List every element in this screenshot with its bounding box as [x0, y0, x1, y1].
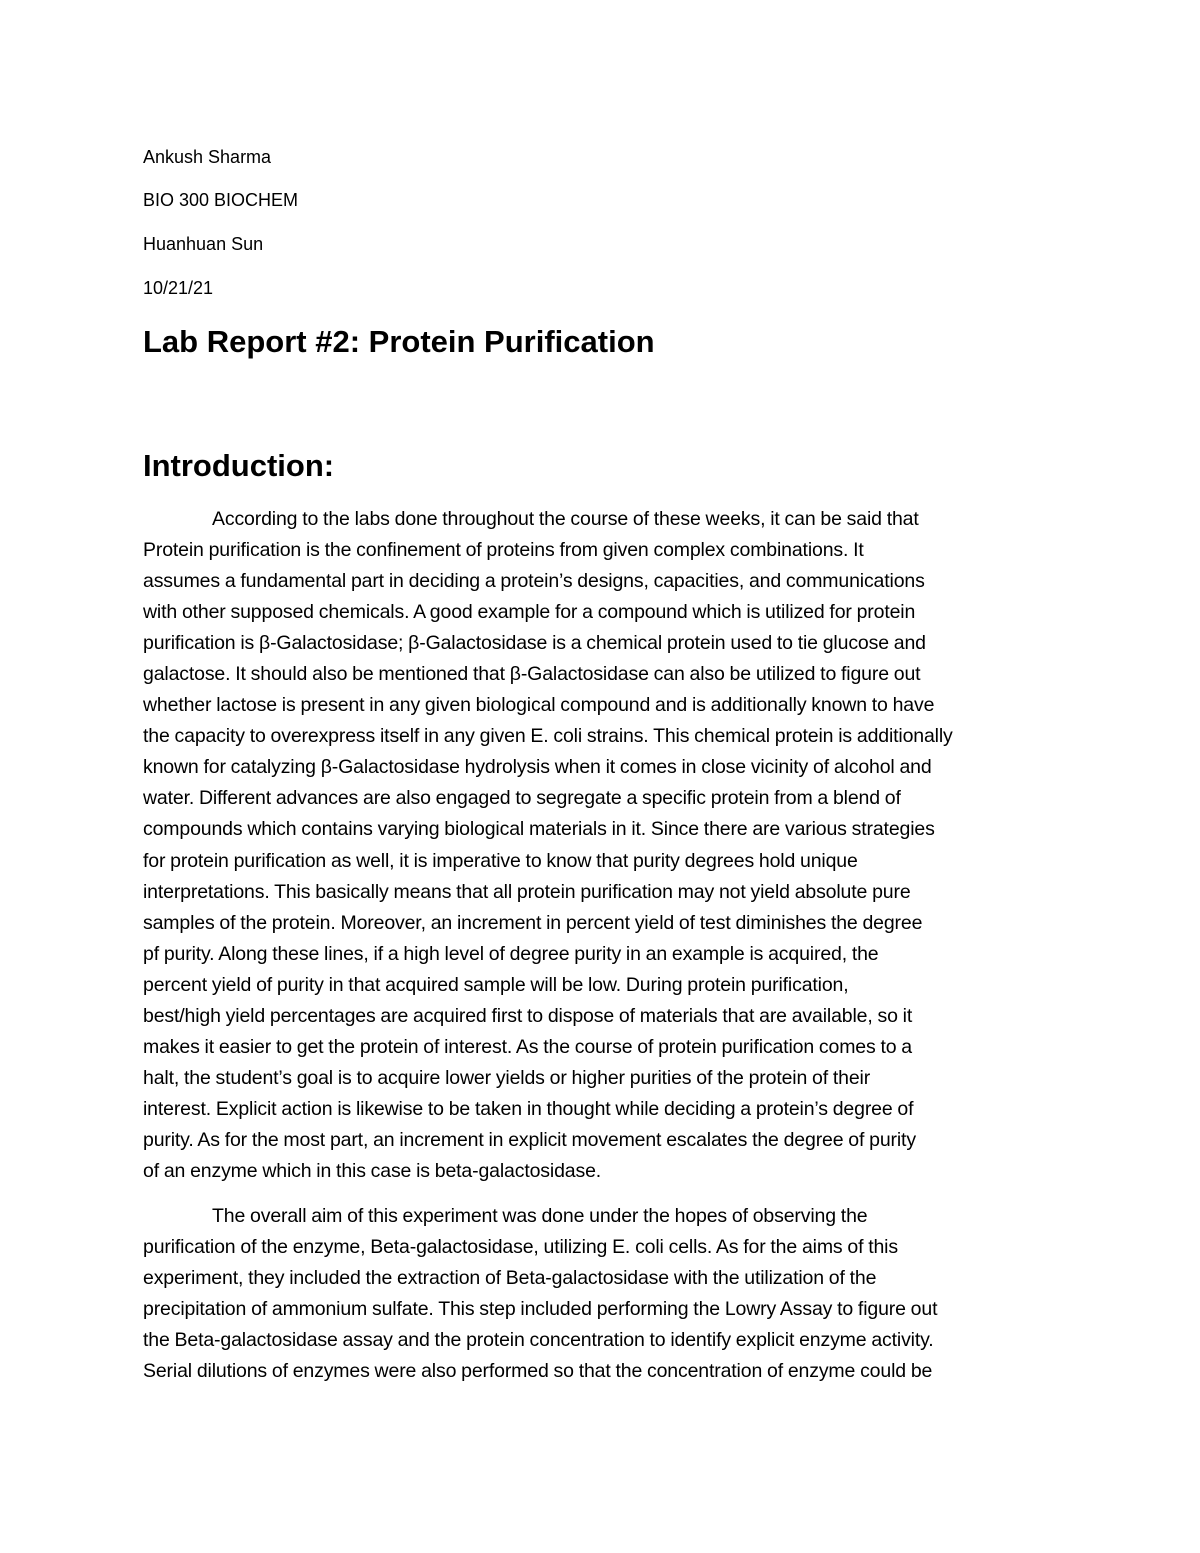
paragraph-line: best/high yield percentages are acquired first to dispose of materials that are available, so it: [143, 1004, 913, 1027]
paragraph-line: purification is β-Galactosidase; β-Galactosidase is a chemical protein used to tie glucose and: [143, 632, 926, 655]
paragraph-line: purity. As for the most part, an increment in explicit movement escalates the degree of purity: [143, 1128, 916, 1151]
instructor-name: Huanhuan Sun: [143, 234, 264, 254]
paragraph-line: compounds which contains varying biological materials in it. Since there are various strategies: [143, 818, 935, 841]
paragraph-line: interest. Explicit action is likewise to be taken in thought while deciding a protein’s degree of: [143, 1097, 914, 1120]
paragraph-line: assumes a fundamental part in deciding a protein’s designs, capacities, and communications: [143, 570, 925, 593]
introduction-heading: Introduction:: [143, 448, 335, 483]
paragraph-line: Protein purification is the confinement of proteins from given complex combinations. It: [143, 539, 864, 562]
paragraph-line: the Beta-galactosidase assay and the protein concentration to identify explicit enzyme activity.: [143, 1329, 934, 1352]
paragraph-line: percent yield of purity in that acquired sample will be low. During protein purification,: [143, 973, 849, 996]
paragraph-line: purification of the enzyme, Beta-galactosidase, utilizing E. coli cells. As for the aims of this: [143, 1236, 898, 1259]
introduction-paragraph-1: [143, 504, 1065, 1187]
paragraph-line: of an enzyme which in this case is beta-galactosidase.: [143, 1159, 602, 1182]
paragraph-line: water. Different advances are also engaged to segregate a specific protein from a blend of: [143, 787, 901, 810]
author-name: Ankush Sharma: [143, 147, 272, 167]
paragraph-line: the capacity to overexpress itself in any given E. coli strains. This chemical protein is additionally: [143, 725, 953, 748]
report-date: 10/21/21: [143, 278, 214, 298]
paragraph-line: known for catalyzing β-Galactosidase hydrolysis when it comes in close vicinity of alcohol and: [143, 756, 932, 779]
report-title: Lab Report #2: Protein Purification: [143, 324, 655, 359]
paragraph-line: makes it easier to get the protein of interest. As the course of protein purification comes to a: [143, 1035, 912, 1058]
paragraph-line: According to the labs done throughout the course of these weeks, it can be said that: [212, 508, 919, 530]
course-name: BIO 300 BIOCHEM: [143, 190, 299, 210]
paragraph-line: samples of the protein. Moreover, an increment in percent yield of test diminishes the degree: [143, 911, 923, 934]
introduction-paragraph-2: [143, 1201, 1065, 1387]
paragraph-line: pf purity. Along these lines, if a high level of degree purity in an example is acquired, the: [143, 942, 879, 965]
paragraph-line: galactose. It should also be mentioned that β-Galactosidase can also be utilized to figure out: [143, 663, 921, 686]
paragraph-line: whether lactose is present in any given biological compound and is additionally known to have: [143, 694, 935, 717]
paragraph-line: with other supposed chemicals. A good example for a compound which is utilized for protein: [143, 601, 916, 624]
paragraph-line: for protein purification as well, it is imperative to know that purity degrees hold unique: [143, 849, 858, 872]
paragraph-line: Serial dilutions of enzymes were also performed so that the concentration of enzyme could be: [143, 1360, 933, 1383]
paragraph-line: experiment, they included the extraction of Beta-galactosidase with the utilization of the: [143, 1267, 877, 1290]
paragraph-line: interpretations. This basically means that all protein purification may not yield absolute pure: [143, 880, 911, 903]
paragraph-line: halt, the student’s goal is to acquire lower yields or higher purities of the protein of their: [143, 1066, 871, 1089]
paragraph-line: precipitation of ammonium sulfate. This step included performing the Lowry Assay to figure out: [143, 1298, 938, 1321]
paragraph-line: The overall aim of this experiment was done under the hopes of observing the: [212, 1205, 868, 1227]
